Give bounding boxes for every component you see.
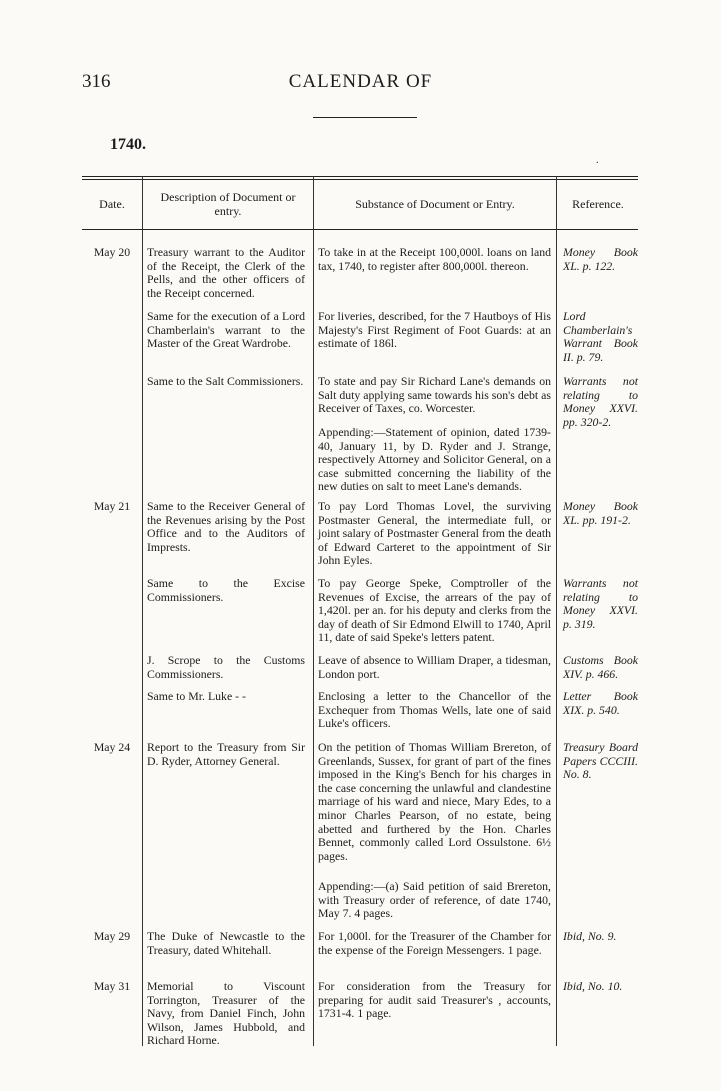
header-substance: Substance of Document or Entry.: [355, 197, 515, 212]
row-description: Same for the execution of a Lord Chamberlain's warrant to the Master of the Great Wardrobe.: [147, 309, 305, 351]
row-substance: For consideration from the Treasury for preparing for audit said Treasurer's , accounts, 1731-4. 1 page.: [318, 979, 551, 1021]
row-substance: On the petition of Thomas William Brereton, of Greenlands, Sussex, for grant of part of the fines imposed in the King's Bench for his charges in the case concerning the unlawful and clandestine marriage of his ward and niece, Mary Edes, to a minor Charles Pearson, of no estate, being abetted and furthered by the Hon. Charles Bennet, commonly called Lord Ossulstone. 6½ pages.: [318, 740, 551, 863]
row-reference: Ibid, No. 10.: [563, 979, 623, 993]
page-number: 316: [82, 71, 111, 92]
row-description: The Duke of Newcastle to the Treasury, dated Whitehall.: [147, 929, 305, 957]
year-heading: 1740.: [110, 136, 146, 153]
header-bottom-rule: [82, 229, 638, 230]
stray-dot: .: [596, 155, 599, 166]
row-description: Same to the Excise Commissioners.: [147, 576, 305, 604]
row-date: May 24: [93, 740, 131, 754]
running-title: CALENDAR OF: [288, 71, 433, 92]
row-substance: To state and pay Sir Richard Lane's demands on Salt duty applying same towards his son's debt as Receiver of Taxes, co. Worcester.: [318, 374, 551, 416]
row-reference: Customs Book XIV. p. 466.: [563, 653, 638, 681]
row-substance: For 1,000l. for the Treasurer of the Chamber for the expense of the Foreign Messengers. 1 page.: [318, 929, 551, 957]
row-appending: Appending:—(a) Said petition of said Brereton, with Treasury order of reference, of date 1740, May 7. 4 pages.: [318, 879, 551, 921]
row-substance: Enclosing a letter to the Chancellor of the Exchequer from Thomas Wells, late one of said Luke's officers.: [318, 689, 551, 731]
row-substance: Leave of absence to William Draper, a tidesman, London port.: [318, 653, 551, 681]
row-description: Memorial to Viscount Torrington, Treasurer of the Navy, from Daniel Finch, John Wilson, James Hubbold, and Richard Horne.: [147, 979, 305, 1048]
row-reference: Warrants not relating to Money XXVI. p. 319.: [563, 576, 638, 631]
table-top-rule: [82, 176, 638, 177]
row-substance: For liveries, described, for the 7 Hautboys of His Majesty's First Regiment of Foot Guards: at an estimate of 186l.: [318, 309, 551, 351]
row-substance: To pay Lord Thomas Lovel, the surviving Postmaster General, the intermediate full, or joint salary of Postmaster General from the death of Edward Carteret to the appointment of Sir John Eyles.: [318, 499, 551, 568]
table-top-rule-inner: [82, 179, 638, 180]
row-description: Same to Mr. Luke - -: [147, 689, 246, 703]
row-description: Same to the Salt Commissioners.: [147, 374, 304, 388]
row-reference: Letter Book XIX. p. 540.: [563, 689, 638, 717]
row-reference: Treasury Board Papers CCCIII. No. 8.: [563, 740, 638, 782]
row-reference: Warrants not relating to Money XXVI. pp. 320-2.: [563, 374, 638, 429]
row-description: Report to the Treasury from Sir D. Ryder, Attorney General.: [147, 740, 305, 768]
row-description: Treasury warrant to the Auditor of the Receipt, the Clerk of the Pells, and the other officers of the Receipt concerned.: [147, 245, 305, 300]
row-reference: Lord Chamberlain's Warrant Book II. p. 79.: [563, 309, 638, 364]
row-reference: Money Book XL. pp. 191-2.: [563, 499, 638, 527]
row-substance: To take in at the Receipt 100,000l. loans on land tax, 1740, to register after 800,000l. thereon.: [318, 245, 551, 273]
header-description: Description of Document or entry.: [160, 190, 296, 218]
row-date: May 20: [93, 245, 131, 259]
row-appending: Appending:—Statement of opinion, dated 1739-40, January 11, by D. Ryder and J. Strange, respectively Attorney and Solicitor General, on a case submitted concerning the liability of the new duties on salt to meet Lane's demands.: [318, 425, 551, 494]
row-substance: To pay George Speke, Comptroller of the Revenues of Excise, the arrears of the pay of 1,420l. per an. for his deputy and clerks from the day of death of Sir Edmond Elwill to 1740, April 11, date of said Speke's letters patent.: [318, 576, 551, 645]
title-rule: [313, 117, 417, 118]
row-date: May 21: [93, 499, 131, 513]
column-divider: [313, 176, 314, 1046]
row-description: J. Scrope to the Customs Commissioners.: [147, 653, 305, 681]
header-reference: Reference.: [572, 197, 624, 212]
header-date: Date.: [99, 197, 125, 212]
row-description: Same to the Receiver General of the Revenues arising by the Post Office and to the Auditors of Imprests.: [147, 499, 305, 554]
column-divider: [556, 176, 557, 1046]
row-date: May 29: [93, 929, 131, 943]
row-reference: Money Book XL. p. 122.: [563, 245, 638, 273]
row-date: May 31: [93, 979, 131, 993]
row-reference: Ibid, No. 9.: [563, 929, 617, 943]
column-divider: [142, 176, 143, 1046]
